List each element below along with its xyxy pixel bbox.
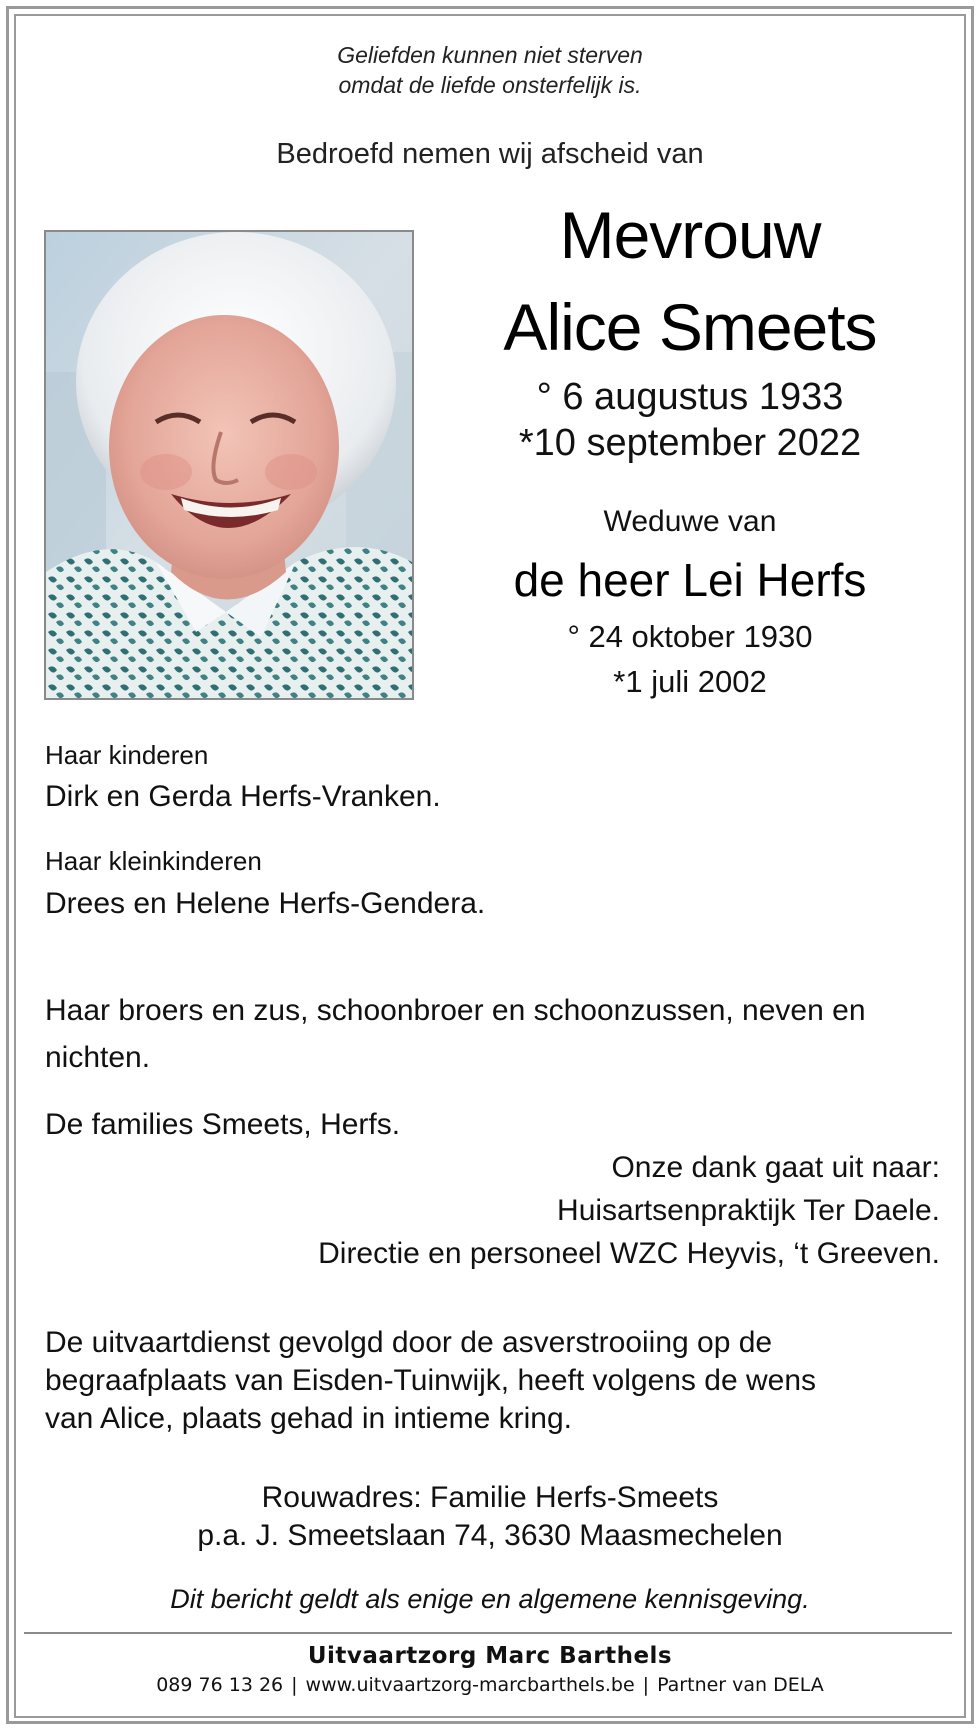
deceased-death-date: *10 september 2022 bbox=[518, 422, 862, 464]
footer-partner: Partner van DELA bbox=[657, 1674, 824, 1696]
children-label: Haar kinderen bbox=[45, 740, 209, 770]
motto bbox=[100, 40, 880, 100]
deceased-name: Alice Smeets bbox=[503, 290, 877, 364]
thanks-heading: Onze dank gaat uit naar: bbox=[611, 1151, 940, 1184]
deceased-birth-date: ° 6 augustus 1933 bbox=[536, 376, 844, 418]
spouse-dates bbox=[450, 614, 930, 704]
footer-website: www.uitvaartzorg-marcbarthels.be bbox=[305, 1674, 635, 1696]
service-line-2: begraafplaats van Eisden-Tuinwijk, heeft volgens de wens bbox=[45, 1364, 817, 1397]
footer-contact bbox=[60, 1674, 920, 1696]
children-names: Dirk en Gerda Herfs-Vranken. bbox=[45, 780, 441, 813]
spouse-death-date: *1 juli 2002 bbox=[613, 664, 767, 699]
thanks-line-2: Directie en personeel WZC Heyvis, ‘t Greeven. bbox=[318, 1237, 940, 1270]
deceased-block bbox=[450, 200, 930, 466]
relatives-line-1: Haar broers en zus, schoonbroer en schoonzussen, neven en bbox=[45, 994, 866, 1027]
footer-phone: 089 76 13 26 bbox=[156, 1674, 284, 1696]
grandchildren-names: Drees en Helene Herfs-Gendera. bbox=[45, 887, 486, 920]
families-text: De families Smeets, Herfs. bbox=[45, 1108, 401, 1141]
address-line-1: Rouwadres: Familie Herfs-Smeets bbox=[261, 1481, 719, 1514]
grandchildren-label: Haar kleinkinderen bbox=[45, 846, 262, 876]
footer-separator-1: | bbox=[291, 1674, 298, 1696]
intro-text: Bedroefd nemen wij afscheid van bbox=[276, 138, 704, 170]
deceased-photo bbox=[44, 230, 414, 700]
footer-divider bbox=[24, 1632, 952, 1634]
deceased-title: Mevrouw bbox=[559, 198, 821, 272]
thanks-line-1: Huisartsenpraktijk Ter Daele. bbox=[557, 1194, 940, 1227]
motto-line-1: Geliefden kunnen niet sterven bbox=[337, 42, 643, 68]
service-line-3: van Alice, plaats gehad in intieme kring. bbox=[45, 1402, 572, 1435]
portrait-image bbox=[46, 232, 412, 698]
mourning-address bbox=[100, 1479, 880, 1555]
notice-text: Dit bericht geldt als enige en algemene kennisgeving. bbox=[170, 1584, 810, 1614]
footer-company: Uitvaartzorg Marc Barthels bbox=[307, 1643, 673, 1669]
spouse-label: Weduwe van bbox=[603, 505, 777, 538]
address-line-2: p.a. J. Smeetslaan 74, 3630 Maasmechelen bbox=[197, 1519, 783, 1552]
spouse-name: de heer Lei Herfs bbox=[513, 554, 867, 606]
motto-line-2: omdat de liefde onsterfelijk is. bbox=[338, 72, 642, 98]
thanks-block bbox=[318, 1146, 940, 1275]
spouse-birth-date: ° 24 oktober 1930 bbox=[567, 619, 813, 654]
relatives-line-2: nichten. bbox=[45, 1041, 151, 1074]
service-text bbox=[45, 1324, 816, 1438]
footer-separator-2: | bbox=[642, 1674, 650, 1696]
service-line-1: De uitvaartdienst gevolgd door de asverstrooiing op de bbox=[45, 1326, 773, 1359]
